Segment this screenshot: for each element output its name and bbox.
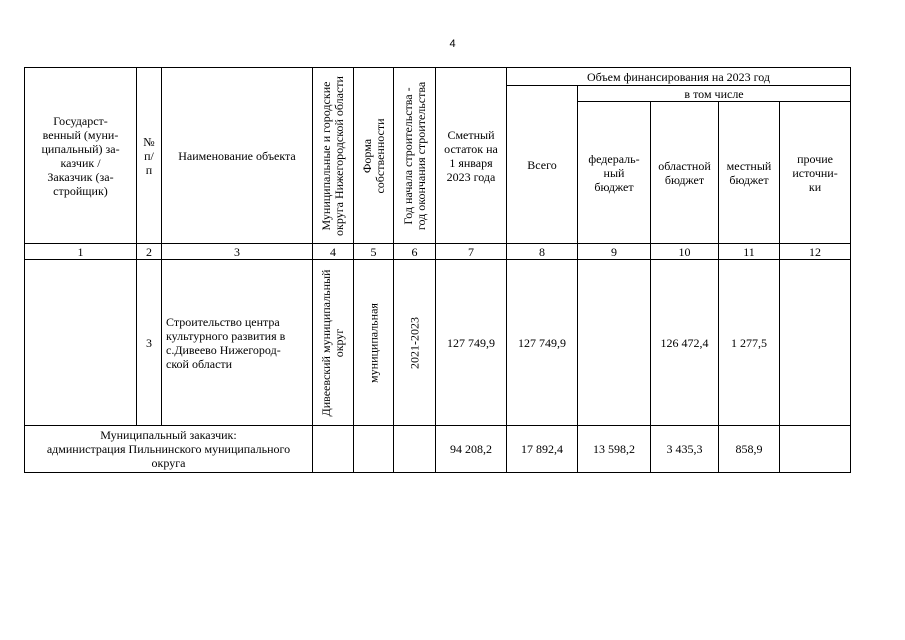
row-regional: 126 472,4 xyxy=(651,260,719,426)
summary-empty-4 xyxy=(313,426,354,473)
summary-federal: 13 598,2 xyxy=(578,426,651,473)
row-number: 3 xyxy=(137,260,162,426)
header-number: № п/ п xyxy=(137,68,162,244)
row-estimated-balance: 127 749,9 xyxy=(436,260,507,426)
header-regional: областной бюджет xyxy=(651,102,719,244)
col-num-5: 5 xyxy=(354,244,394,260)
col-num-3: 3 xyxy=(162,244,313,260)
col-num-10: 10 xyxy=(651,244,719,260)
col-num-11: 11 xyxy=(719,244,780,260)
col-num-8: 8 xyxy=(507,244,578,260)
header-total: Всего xyxy=(507,86,578,244)
header-other: прочие источни- ки xyxy=(780,102,851,244)
header-funding-volume: Объем финансирования на 2023 год xyxy=(507,68,851,86)
header-municipalities: Муниципальные и городские округа Нижегородской области xyxy=(313,68,354,244)
row-customer xyxy=(25,260,137,426)
header-customer: Государст- венный (муни- ципальный) за- казчик / Заказчик (за- стройщик) xyxy=(25,68,137,244)
col-num-4: 4 xyxy=(313,244,354,260)
col-num-9: 9 xyxy=(578,244,651,260)
summary-label: Муниципальный заказчик: администрация Пильнинского муниципального округа xyxy=(25,426,313,473)
header-years: Год начала строительства - год окончания строительства xyxy=(394,68,436,244)
row-years: 2021-2023 xyxy=(394,260,436,426)
column-numbers-row xyxy=(25,244,851,260)
col-num-12: 12 xyxy=(780,244,851,260)
col-num-6: 6 xyxy=(394,244,436,260)
row-total: 127 749,9 xyxy=(507,260,578,426)
summary-total: 17 892,4 xyxy=(507,426,578,473)
page-number: 4 xyxy=(449,38,456,50)
col-num-2: 2 xyxy=(137,244,162,260)
summary-empty-5 xyxy=(354,426,394,473)
summary-other xyxy=(780,426,851,473)
row-object-name: Строительство центра культурного развития в с.Дивеево Нижегород- ской области xyxy=(162,260,313,426)
summary-empty-6 xyxy=(394,426,436,473)
header-federal: федераль- ный бюджет xyxy=(578,102,651,244)
financing-table xyxy=(24,67,851,473)
summary-regional: 3 435,3 xyxy=(651,426,719,473)
row-municipality: Дивеевский муниципальный округ xyxy=(313,260,354,426)
col-num-7: 7 xyxy=(436,244,507,260)
summary-row xyxy=(25,426,851,473)
header-object-name: Наименование объекта xyxy=(162,68,313,244)
summary-estimated-balance: 94 208,2 xyxy=(436,426,507,473)
row-federal xyxy=(578,260,651,426)
header-estimated-balance: Сметный остаток на 1 января 2023 года xyxy=(436,68,507,244)
header-local: местный бюджет xyxy=(719,102,780,244)
header-including: в том числе xyxy=(578,86,851,102)
row-other xyxy=(780,260,851,426)
table-row xyxy=(25,260,851,426)
row-local: 1 277,5 xyxy=(719,260,780,426)
row-ownership: муниципальная xyxy=(354,260,394,426)
summary-local: 858,9 xyxy=(719,426,780,473)
col-num-1: 1 xyxy=(25,244,137,260)
header-ownership: Форма собственности xyxy=(354,68,394,244)
